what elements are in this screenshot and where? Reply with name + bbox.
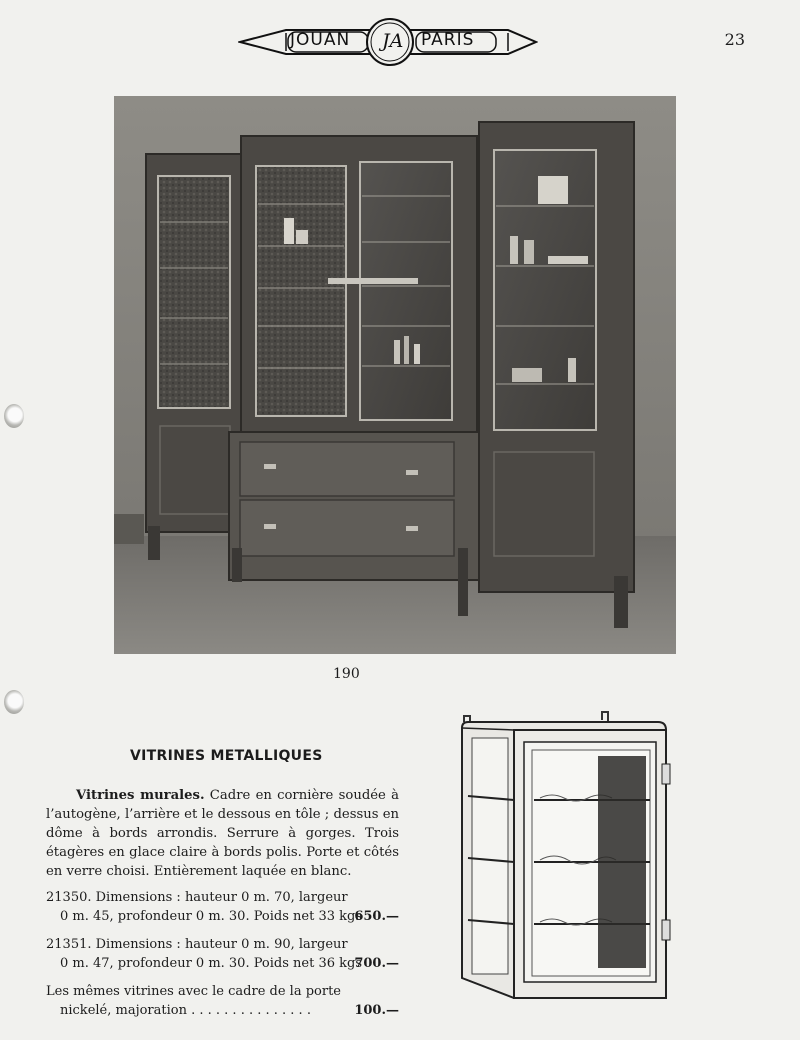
cabinet-photo	[114, 96, 676, 654]
item-line-2: 0 m. 45, profondeur 0 m. 30. Poids net 33 kgs	[60, 909, 363, 924]
price-item	[46, 935, 399, 973]
item-line-1: 21351. Dimensions : hauteur 0 m. 90, largeur	[46, 937, 348, 952]
page-number: 23	[724, 30, 745, 49]
binder-hole-bottom	[4, 690, 24, 714]
wall-cabinet-drawing	[458, 708, 673, 1004]
jouan-paris-logo	[238, 16, 538, 68]
binder-hole-top	[4, 404, 24, 428]
price-item	[46, 888, 399, 926]
figure-caption: 190	[333, 666, 360, 682]
item-line-1: Les mêmes vitrines avec le cadre de la porte	[46, 984, 341, 999]
item-price: 650.—	[354, 909, 399, 924]
item-line-2: nickelé, majoration . . . . . . . . . . . . . . .	[60, 1003, 311, 1018]
logo-right-text: PARIS	[421, 30, 475, 50]
wall-cabinet-illustration	[458, 708, 673, 1004]
item-line-2: 0 m. 47, profondeur 0 m. 30. Poids net 36 kgs	[60, 956, 363, 971]
description-lead: Vitrines murales.	[76, 788, 205, 803]
item-price: 100.—	[354, 1003, 399, 1018]
price-item	[46, 982, 399, 1020]
large-cabinet-illustration	[114, 96, 676, 654]
logo-left-text: JOUAN	[290, 30, 351, 50]
item-price: 700.—	[354, 956, 399, 971]
logo-monogram: JA	[382, 30, 404, 52]
item-line-1: 21350. Dimensions : hauteur 0 m. 70, largeur	[46, 890, 348, 905]
product-description	[46, 786, 399, 881]
description-text: Cadre en cornière soudée à l’autogène, l’arrière et le dessous en tôle ; dessus en dôme à bords arrondis. Serrure à gorges. Trois étagères en glace claire à bords polis. Porte et côtés en verre choisi. Entièrement laquée en blanc.	[46, 788, 399, 879]
section-title: VITRINES METALLIQUES	[130, 748, 323, 764]
